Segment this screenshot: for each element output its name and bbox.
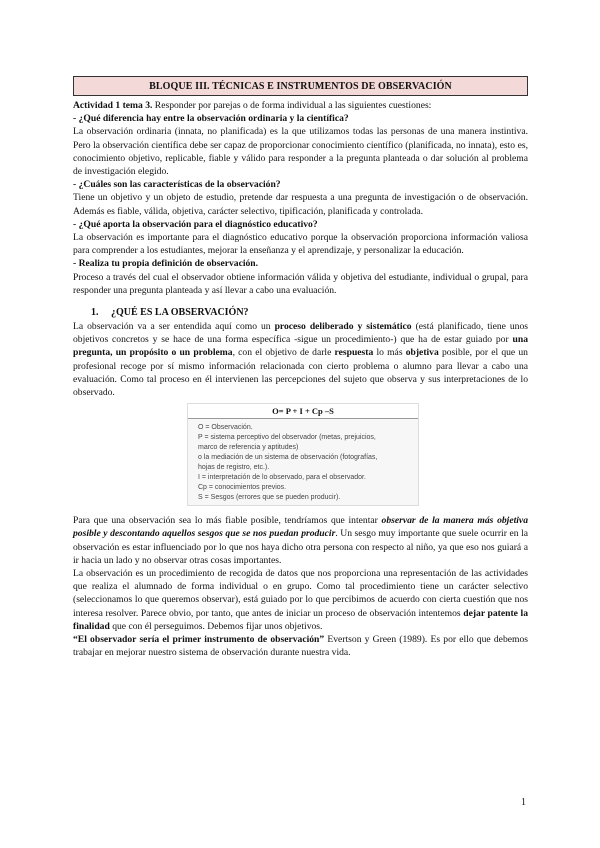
- formula-line: O = Observación.: [198, 424, 253, 432]
- formula-line: S = Sesgos (errores que se pueden producir).: [198, 494, 341, 502]
- answer-4: Proceso a través del cual el observador obtiene información válida y objetiva del estudiante, individual o grupal, para responder una pregunta planteada y así llevar a cabo una evaluación.: [73, 271, 528, 296]
- question-3: - ¿Qué aporta la observación para el diagnóstico educativo?: [73, 218, 318, 230]
- answer-1: La observación ordinaria (innata, no planificada) es la que utilizamos todas las personas de una manera instintiva. Pero la observación científica debe ser capaz de proporcionar conocimiento científico (planificada, no innata), esto es, conocimiento objetivo, replicable, fiable y válido para responder a la pregunta planteada o dar solución al problema de investigación elegido.: [73, 126, 528, 178]
- formula-line: o la mediación de un sistema de observación (fotografías,: [198, 454, 378, 462]
- section-paragraph-3: La observación es un procedimiento de recogida de datos que nos proporciona una representación de las actividades que realiza el alumnado de forma individual o en grupo. Como tal procedimiento tiene un carácter selectivo (seleccionamos lo que queremos observar), está guiado por lo que percibimos de acuerdo con cierta cuestión que nos interesa resolver. Parece obvio, por tanto, que antes de iniciar un proceso de observación intentemos dejar patente la finalidad que con él perseguimos. Debemos fijar unos objetivos.: [73, 568, 528, 632]
- block-header: BLOQUE III. TÉCNICAS E INSTRUMENTOS DE OBSERVACIÓN: [73, 76, 528, 96]
- formula-line: marco de referencia y aptitudes): [198, 444, 299, 452]
- formula-figure: [187, 403, 419, 506]
- section-paragraph-1: La observación va a ser entendida aquí como un proceso deliberado y sistemático (está planificado, tiene unos objetivos concretos y se hace de una forma específica -sigue un procedimiento-) que ha de estar guiado por una pregunta, un propósito o un problema, con el objetivo de darle respuesta lo más objetiva posible, por el que un profesional recoge por sí mismo información relacionada con cierto problema o alumno para llevar a cabo una evaluación. Como tal proceso en él intervienen las percepciones del sujeto que observa y sus interpretaciones de lo observado.: [73, 321, 528, 399]
- activity-intro: Actividad 1 tema 3. Responder por parejas o de forma individual a las siguientes cuestiones:: [73, 100, 432, 111]
- section-paragraph-4: “El observador sería el primer instrumento de observación” Evertson y Green (1989). Es por ello que debemos trabajar en mejorar nuestro sistema de observación durante nuestra vida.: [73, 634, 528, 659]
- answer-3: La observación es importante para el diagnóstico educativo porque la observación proporciona información valiosa para comprender a los estudiantes, mejorar la enseñanza y el aprendizaje, y personalizar la educación.: [73, 232, 528, 257]
- answer-2: Tiene un objetivo y un objeto de estudio, pretende dar respuesta a una pregunta de investigación o de observación. Además es fiable, válida, objetiva, carácter selectivo, tipificación, planificada y controlada.: [73, 192, 528, 217]
- activity-title: Actividad 1 tema 3.: [73, 100, 153, 111]
- formula-line: I = interpretación de lo observado, para el observador.: [198, 474, 366, 482]
- page-number: 1: [521, 797, 526, 808]
- document-page: [73, 76, 528, 660]
- question-4: - Realiza tu propia definición de observación.: [73, 258, 259, 270]
- question-1: - ¿Qué diferencia hay entre la observación ordinaria y la científica?: [73, 113, 349, 125]
- formula-line: hojas de registro, etc.).: [198, 464, 270, 472]
- question-2: - ¿Cuáles son las características de la observación?: [73, 179, 281, 191]
- formula-line: P = sistema perceptivo del observador (metas, prejuicios,: [198, 434, 376, 442]
- formula-line: Cp = conocimientos previos.: [198, 484, 287, 492]
- section-paragraph-2: Para que una observación sea lo más fiable posible, tendríamos que intentar observar de la manera más objetiva posible y descontando aquellos sesgos que se nos puedan producir. Un sesgo muy importante que suele ocurrir en la observación es estar influenciado por lo que nos haya dicho otra persona con respecto al niño, ya que eso nos guiará a ir hacia un lado y no observar otras cosas importantes.: [73, 515, 528, 566]
- formula-title: O= P + I + Cp –S: [188, 404, 418, 419]
- section-heading: 1. ¿QUÉ ES LA OBSERVACIÓN?: [91, 307, 249, 319]
